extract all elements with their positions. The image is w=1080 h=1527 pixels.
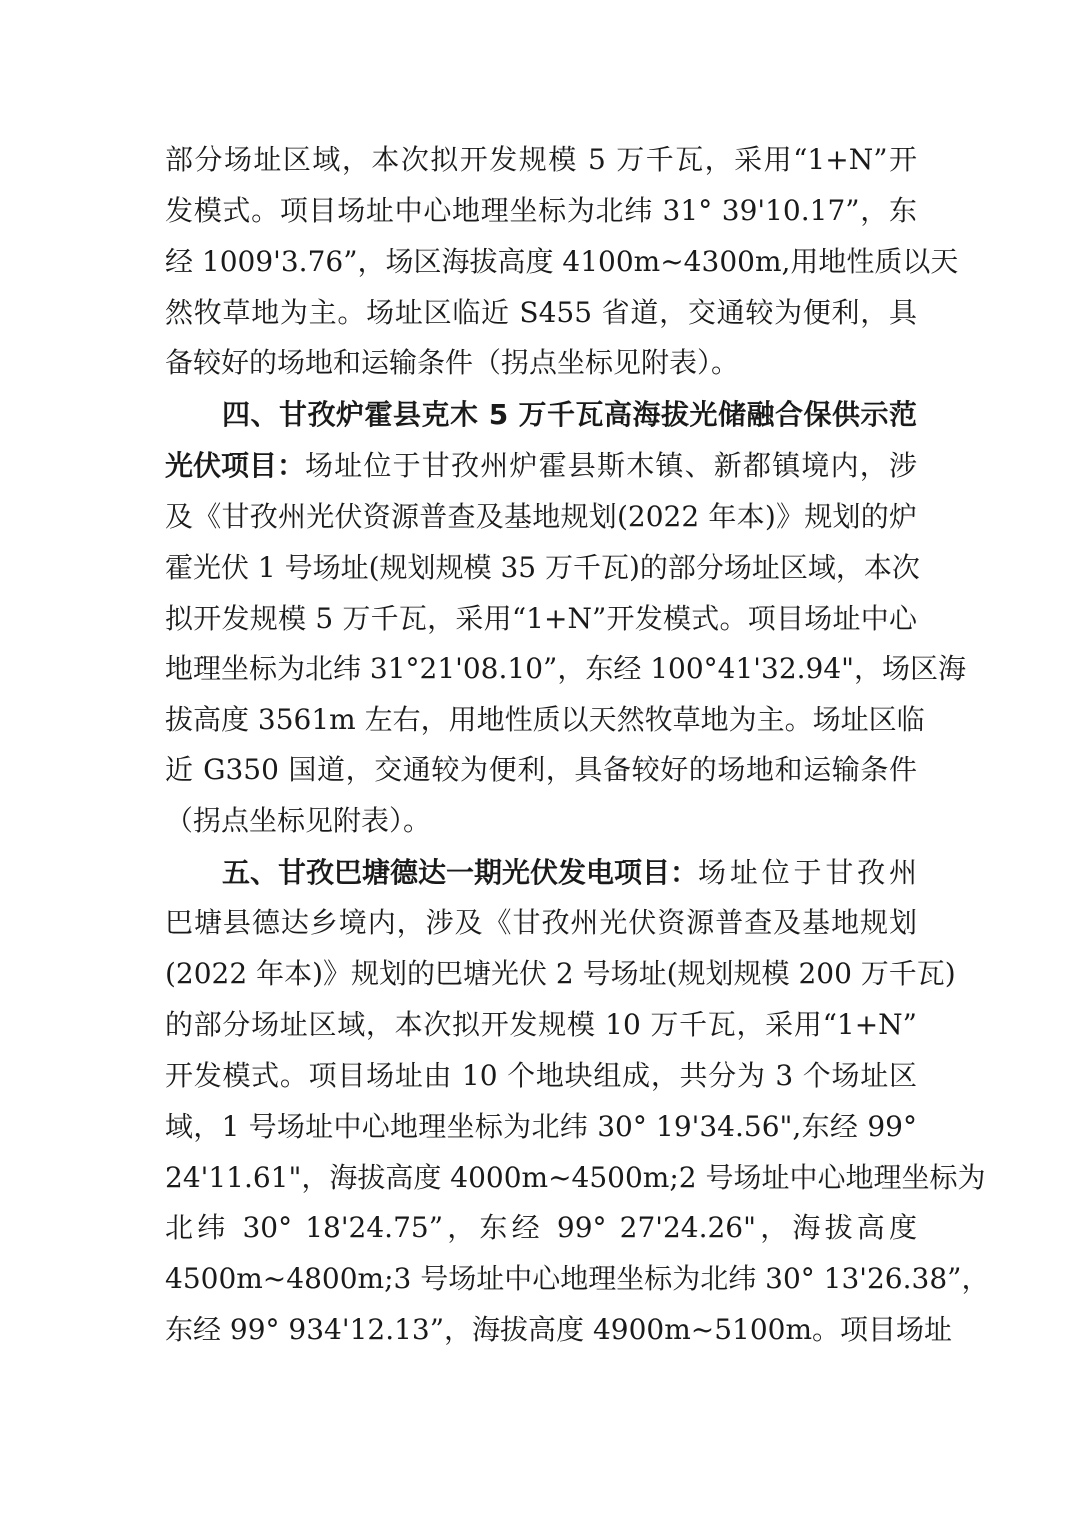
text-line: 发模式。项目场址中心地理坐标为北纬 31° 39'10.17”，东 <box>165 194 917 227</box>
text-line: 部分场址区域，本次拟开发规模 5 万千瓦，采用“1+N”开 <box>165 143 917 176</box>
section-heading: 四、甘孜炉霍县克木 5 万千瓦高海拔光储融合保供示范 <box>222 398 917 431</box>
text-line: 4500m~4800m;3 号场址中心地理坐标为北纬 30° 13'26.38”， <box>165 1262 990 1295</box>
text-line: 及《甘孜州光伏资源普查及基地规划(2022 年本)》规划的炉 <box>165 500 917 533</box>
section-heading-continuation: 光伏项目： <box>165 449 306 482</box>
text-line: （拐点坐标见附表）。 <box>165 804 432 837</box>
text-line: 北纬 30° 18'24.75”，东经 99° 27'24.26"，海拔高度 <box>165 1211 917 1244</box>
text-line: 霍光伏 1 号场址(规划规模 35 万千瓦)的部分场址区域，本次 <box>165 551 920 584</box>
text-line: 拔高度 3561m 左右，用地性质以天然牧草地为主。场址区临 <box>165 703 925 736</box>
text-line: 东经 99° 934'12.13”，海拔高度 4900m~5100m。项目场址 <box>165 1313 953 1346</box>
text-line: 经 1009'3.76”，场区海拔高度 4100m~4300m,用地性质以天 <box>165 245 959 278</box>
text-line: 24'11.61"，海拔高度 4000m~4500m;2 号场址中心地理坐标为 <box>165 1161 986 1194</box>
text-line: 巴塘县德达乡境内，涉及《甘孜州光伏资源普查及基地规划 <box>165 906 917 939</box>
text-line: 域，1 号场址中心地理坐标为北纬 30° 19'34.56",东经 99° <box>165 1110 917 1143</box>
text-segment: 场址位于甘孜州 <box>698 856 917 889</box>
text-line: 备较好的场地和运输条件（拐点坐标见附表）。 <box>165 346 740 379</box>
text-line: 开发模式。项目场址由 10 个地块组成，共分为 3 个场址区 <box>165 1059 917 1092</box>
text-segment: 场址位于甘孜州炉霍县斯木镇、新都镇境内，涉 <box>305 449 917 482</box>
text-line: (2022 年本)》规划的巴塘光伏 2 号场址(规划规模 200 万千瓦) <box>165 957 956 990</box>
text-line <box>222 848 917 898</box>
text-line: 近 G350 国道，交通较为便利，具备较好的场地和运输条件 <box>165 753 917 786</box>
text-line: 拟开发规模 5 万千瓦，采用“1+N”开发模式。项目场址中心 <box>165 602 917 635</box>
text-line: 地理坐标为北纬 31°21'08.10”，东经 100°41'32.94"，场区海 <box>165 652 967 685</box>
text-line: 的部分场址区域，本次拟开发规模 10 万千瓦，采用“1+N” <box>165 1008 917 1041</box>
text-line: 然牧草地为主。场址区临近 S455 省道，交通较为便利，具 <box>165 296 917 329</box>
text-line <box>165 441 917 491</box>
section-heading: 五、甘孜巴塘德达一期光伏发电项目： <box>222 856 699 889</box>
